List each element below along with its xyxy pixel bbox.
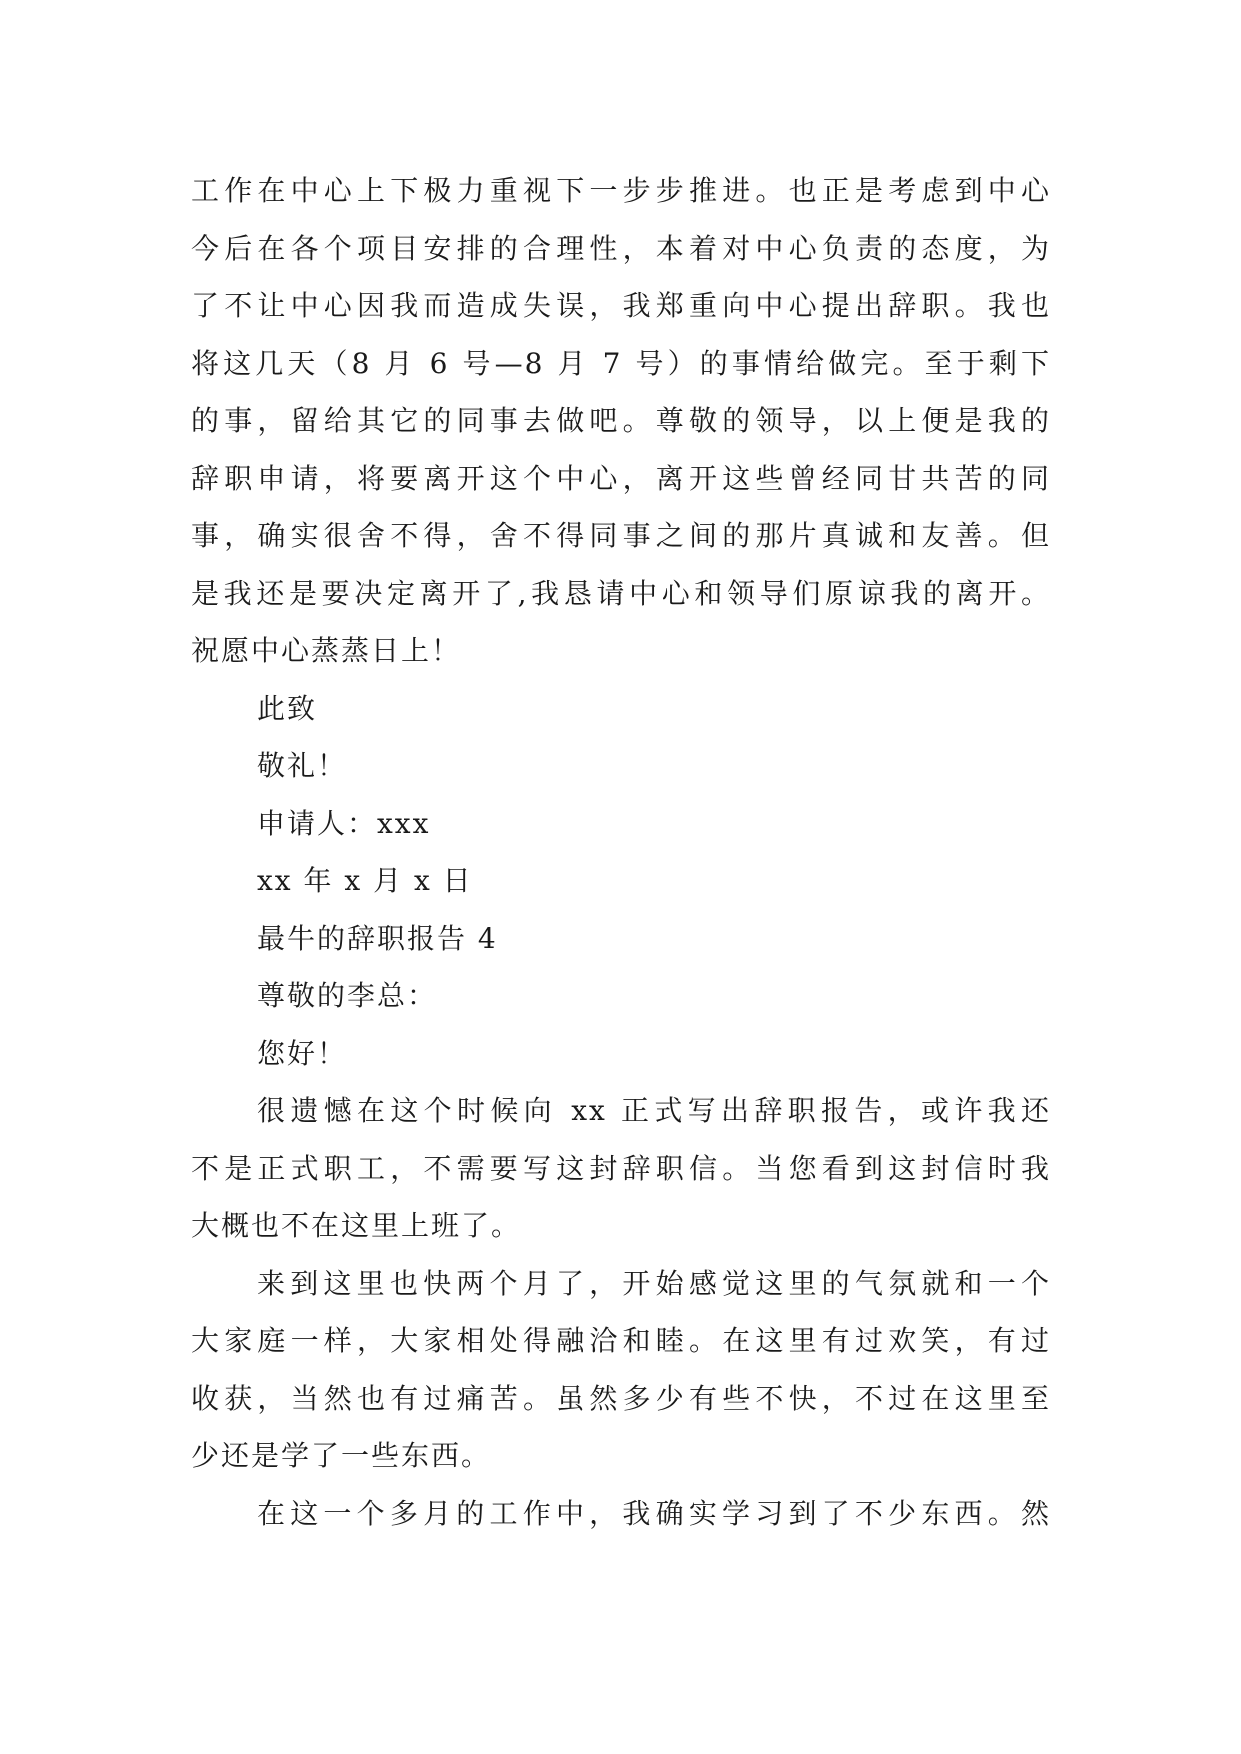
text-line: 将这几天（8 月 6 号—8 月 7 号）的事情给做完。至于剩下 [191,346,1051,380]
text-line: 辞职申请，将要离开这个中心，离开这些曾经同甘共苦的同 [191,461,1051,495]
closing-regards: 敬礼！ [257,749,348,782]
applicant-name: 申请人：xxx [257,806,431,840]
text-line: 不是正式职工，不需要写这封辞职信。当您看到这封信时我 [191,1151,1051,1185]
letter-greeting: 尊敬的李总： [257,979,438,1012]
closing-salutation: 此致 [257,691,318,725]
text-line: 大家庭一样，大家相处得融洽和睦。在这里有过欢笑，有过 [191,1324,1051,1357]
document-body [191,162,1051,1542]
text-line: 事，确实很舍不得，舍不得同事之间的那片真诚和友善。但 [191,519,1051,552]
text-line: 的事，留给其它的同事去做吧。尊敬的领导，以上便是我的 [191,404,1051,437]
text-line: 工作在中心上下极力重视下一步步推进。也正是考虑到中心 [191,174,1051,207]
text-line: 祝愿中心蒸蒸日上！ [191,634,462,667]
text-line: 是我还是要决定离开了,我恳请中心和领导们原谅我的离开。 [191,576,1051,610]
text-line: 今后在各个项目安排的合理性，本着对中心负责的态度，为 [191,231,1051,265]
section-title: 最牛的辞职报告 4 [257,921,498,955]
text-line: 大概也不在这里上班了。 [191,1209,522,1242]
text-line: 收获，当然也有过痛苦。虽然多少有些不快，不过在这里至 [191,1381,1051,1415]
text-line: 在这一个多月的工作中，我确实学习到了不少东西。然 [257,1496,1051,1530]
text-line: 来到这里也快两个月了，开始感觉这里的气氛就和一个 [257,1266,1051,1300]
text-line: 了不让中心因我而造成失误，我郑重向中心提出辞职。我也 [191,289,1051,322]
text-line: 很遗憾在这个时候向 xx 正式写出辞职报告，或许我还 [257,1094,1051,1127]
text-line: 少还是学了一些东西。 [191,1439,492,1472]
signature-date: xx 年 x 月 x 日 [257,864,473,897]
letter-hello: 您好！ [257,1036,348,1070]
